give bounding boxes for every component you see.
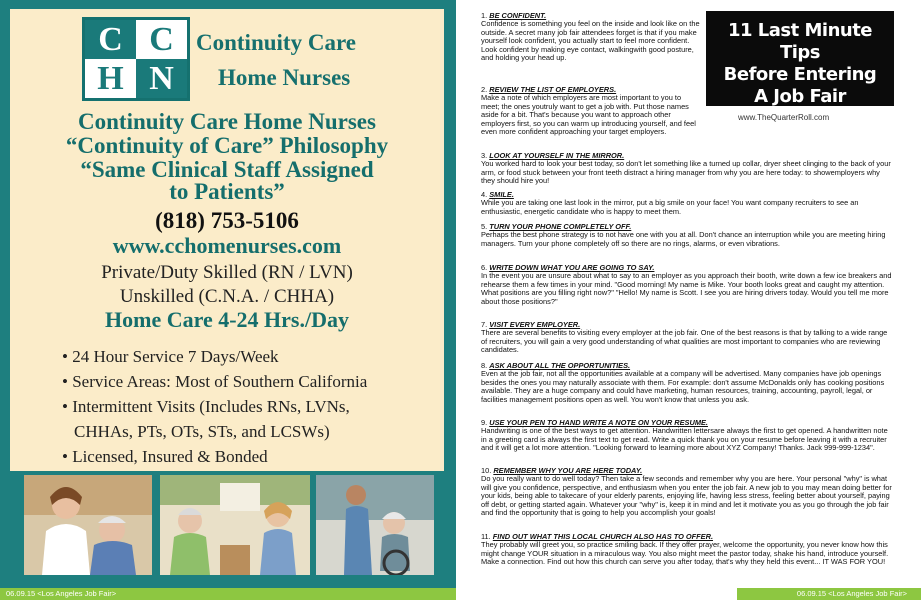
tip-item	[481, 362, 894, 404]
tip-body: Perhaps the best phone strategy is to not have one with you at all. Don't chance an interruption while you are meeting hiring managers. Turn your phone completely off so there are no rings, alarms, or even vibrations.	[481, 230, 886, 248]
tip-item	[481, 191, 894, 216]
bullet-item: • Service Areas: Most of Southern California	[62, 372, 368, 391]
nurse-with-patient-photo	[24, 475, 152, 575]
bullet-item: CHHAs, PTs, OTs, STs, and LCSWs)	[74, 422, 330, 441]
website-link[interactable]: www.cchomenurses.com	[112, 233, 342, 258]
bullet-item: • 24 Hour Service 7 Days/Week	[62, 347, 279, 366]
footer-right: 06.09.15 <Los Angeles Job Fair>	[737, 588, 921, 600]
footer-left: 06.09.15 <Los Angeles Job Fair>	[0, 588, 456, 600]
logo-letter: H	[85, 59, 136, 98]
tip-item	[481, 321, 894, 355]
tip-item	[481, 467, 894, 517]
bullet-item: • Licensed, Insured & Bonded	[62, 447, 268, 466]
tip-title: TURN YOUR PHONE COMPLETELY OFF.	[489, 222, 632, 231]
tip-body: While you are taking one last look in the mirror, put a big smile on your face! You want company recruiters to see an enthusiastic, energetic candidate who is happy to meet them.	[481, 198, 859, 216]
tip-title: FIND OUT WHAT THIS LOCAL CHURCH ALSO HAS TO OFFER.	[492, 532, 713, 541]
cchn-logo	[82, 17, 190, 101]
caregivers-with-elder-photo	[160, 475, 310, 575]
tip-number: 4.	[481, 190, 488, 199]
tip-number: 5.	[481, 222, 488, 231]
photo-strip	[24, 475, 434, 575]
ad-content	[10, 9, 444, 471]
tip-body: Make a note of which employers are most important to you to meet; the ones youtruly want to get a job with. Put those names aside for a bit. That's because you want to approach other employers first, so you can warm up introducing yourself, and feel even more confident approaching your target employers.	[481, 93, 696, 137]
tip-body: Do you really want to do well today? Then take a few seconds and remember why you are here. Your personal "why" is what will give you confidence, perspective, and enthusiasm when you enter the job fair. A new job to you may mean doing better for your kids, being able to takecare of your elderly parents, enjoying life, having less stress, feeling better about yourself, paying off debt, or getting started again. Whatever your "why" is, keep it in mind and let it motivate you as you go through the job fair and find the opportunity that is going to help you accomplish your goals!	[481, 474, 892, 518]
tip-title: VISIT EVERY EMPLOYER.	[489, 320, 581, 329]
brand-name-line1: Continuity Care	[196, 30, 356, 55]
tip-body: Handwriting is one of the best ways to get attention. Handwritten lettersare always the first to get opened. A handwritten note in a greeting card is always the first text to get read. Write a quick thank you on your resume before leaving it with a recruiter and it will get a lot more attention. "Looking forward to learning more about XYZ Company! Thanks. Jack 999-999-1234".	[481, 426, 888, 453]
tip-number: 2.	[481, 85, 488, 94]
tip-body: You worked hard to look your best today, so don't let something like a turned up collar, dryer sheet clinging to the back of your arm, or food stuck between your front teeth distract a hiring manager from why you are here today: to showemployers why they should hire you!	[481, 159, 891, 186]
tip-number: 10.	[481, 466, 492, 475]
tip-item	[481, 419, 894, 453]
tips-title-banner	[706, 11, 894, 106]
banner-line: A Job Fair	[754, 86, 846, 107]
tip-item	[481, 86, 701, 136]
tip-number: 3.	[481, 151, 488, 160]
tip-body: There are several benefits to visiting every employer at the job fair. One of the best reasons is that by talking to a wide range of recruiters, you will gain a very good understanding of what qualities are most important to companies who are reviewing candidates.	[481, 328, 888, 355]
tip-number: 7.	[481, 320, 488, 329]
tip-number: 8.	[481, 361, 488, 370]
tip-title: USE YOUR PEN TO HAND WRITE A NOTE ON YOUR RESUME.	[489, 418, 708, 427]
ad-panel	[0, 0, 456, 588]
banner-line: Before Entering	[723, 64, 877, 85]
phone-number: (818) 753-5106	[155, 208, 299, 233]
brand-name-line2: Home Nurses	[218, 65, 351, 90]
tip-item	[481, 223, 894, 248]
tip-title: REMEMBER WHY YOU ARE HERE TODAY.	[493, 466, 643, 475]
tip-title: REVIEW THE LIST OF EMPLOYERS.	[489, 85, 617, 94]
logo-letter: N	[136, 59, 187, 98]
ad-headline: “Same Clinical Staff Assigned	[80, 157, 374, 182]
tip-number: 9.	[481, 418, 488, 427]
tip-title: WRITE DOWN WHAT YOU ARE GOING TO SAY.	[489, 263, 655, 272]
service-line: Private/Duty Skilled (RN / LVN)	[101, 262, 353, 283]
nurse-wheelchair-photo	[316, 475, 434, 575]
banner-line: 11 Last Minute Tips	[727, 20, 873, 63]
ad-headline: Continuity Care Home Nurses	[78, 109, 376, 134]
tip-number: 11.	[481, 532, 491, 541]
tip-item	[481, 533, 894, 567]
tip-body: In the event you are unsure about what to say to an employer as you approach their booth, write down a few ice breakers and rehearse them a few times in your mind. "Good morning! My name is Mike. Your booth looks great and caught my attention. What positions are you filling right now?" "Hello! My name is Scott. I see you are hiring drivers today. Would you tell me more about those positions?"	[481, 271, 892, 306]
logo-letter: C	[85, 20, 136, 59]
tip-body: Even at the job fair, not all the opportunities available at a company will be advertised. Many companies have job openings besides the ones you may naturally associate with them. For example: don't assume McDonalds only has cooking positions available. They are a huge company and could have marketing, human resources, training, accounting, payroll, legal, or facilities management positions open as well. You won't know that unless you ask.	[481, 369, 885, 404]
tip-item	[481, 152, 894, 186]
tip-item	[481, 12, 701, 62]
tip-number: 1.	[481, 11, 488, 20]
tip-number: 6.	[481, 263, 488, 272]
service-bullets	[62, 347, 367, 472]
quarterroll-url[interactable]: www.TheQuarterRoll.com	[738, 113, 830, 122]
tip-title: BE CONFIDENT.	[489, 11, 547, 20]
ad-headline: to Patients”	[169, 179, 285, 204]
tip-body: Confidence is something you feel on the inside and look like on the outside. A secret many job fair attendees forget is that if you make yourself look confident, you actually start to feel more confident. Look confident by making eye contact, walkingwith good posture, and holding your head up.	[481, 19, 700, 63]
tip-item	[481, 264, 894, 306]
logo-letter: C	[136, 20, 187, 59]
service-line: Unskilled (C.N.A. / CHHA)	[119, 286, 335, 307]
bullet-item: • Intermittent Visits (Includes RNs, LVNs,	[62, 397, 350, 416]
home-care-hours: Home Care 4-24 Hrs./Day	[105, 307, 349, 332]
tip-title: LOOK AT YOURSELF IN THE MIRROR.	[489, 151, 625, 160]
tip-body: They probably will greet you, so practice smiling back. If they offer prayer, welcome the opportunity, you never know how this might change YOUR situation in a miraculous way. You also might meet the pastor today, shake his hand, introduce yourself. Make a connection. Find out how this church can serve you after today, that's why they held this event... IT WAS FOR YOU!	[481, 540, 889, 567]
tip-title: SMILE.	[489, 190, 514, 199]
ad-headline: “Continuity of Care” Philosophy	[65, 133, 389, 158]
tip-title: ASK ABOUT ALL THE OPPORTUNITIES.	[489, 361, 631, 370]
